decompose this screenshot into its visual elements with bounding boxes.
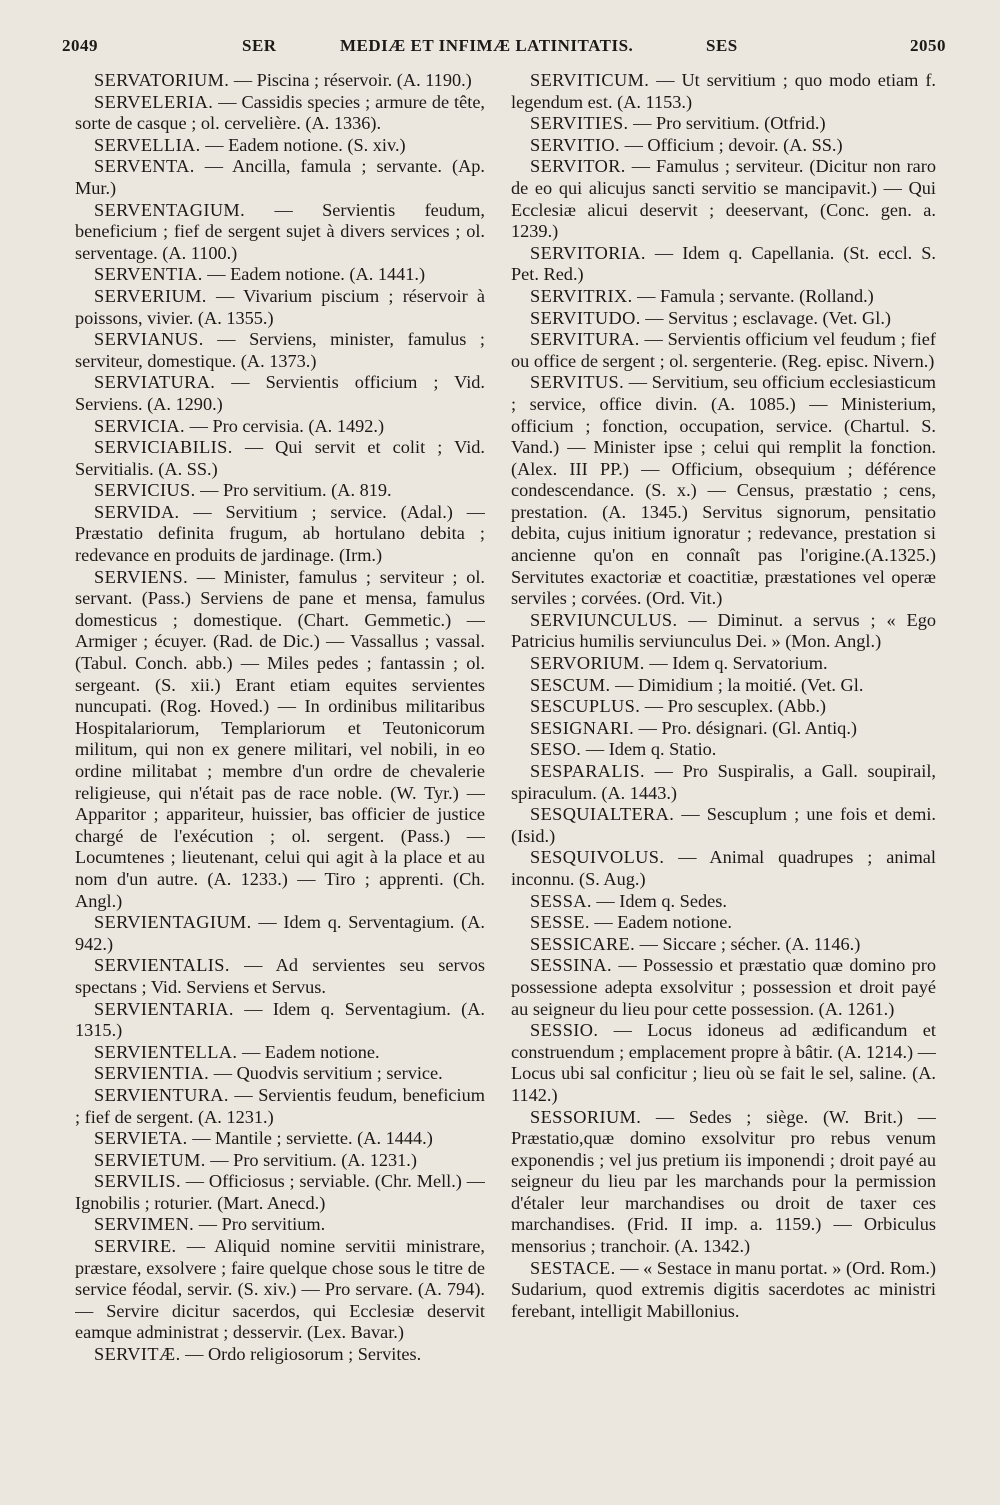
dictionary-entry — [511, 1258, 936, 1323]
entry-headword: SESO. — [530, 739, 582, 760]
dictionary-entry — [75, 1128, 485, 1150]
entry-definition: — Eadem notione. — [241, 1041, 380, 1062]
entry-headword: SERVITÆ. — [94, 1344, 181, 1365]
dictionary-entry — [75, 502, 485, 567]
entry-headword: SERVENTAGIUM. — [94, 199, 246, 220]
left-column — [75, 70, 485, 1490]
entry-headword: SERVILIS. — [94, 1171, 181, 1192]
entry-headword: SERVIETA. — [94, 1128, 188, 1149]
dictionary-entry — [75, 1236, 485, 1344]
dictionary-entry — [75, 480, 485, 502]
entry-definition: — Vivarium piscium ; réservoir à poissons, vivier. (A. 1355.) — [75, 285, 485, 328]
dictionary-entry — [75, 286, 485, 329]
dictionary-entry — [75, 1150, 485, 1172]
entry-definition: — Minister, famulus ; serviteur ; ol. servant. (Pass.) Serviens de pane et mensa, famulus domesticus ; domestique. (Chart. Gemmetic.) — Armiger ; écuyer. (Rad. de Dic.) — Vassallus ; vassal. (Tabul. Conch. abb.) — Miles pedes ; fantassin ; ol. sergeant. (S. xii.) Erant etiam equites servientes nuncupati. (Rog. Hoved.) — In ordinibus militaribus Hospitalariorum, Templariorum et Teutonicorum militum, qui non ex genere militari, vel nobili, in eo ordine militabat ; membre d'un ordre de chevalerie religieuse, qui n'était pas de race noble. (W. Tyr.) — Apparitor ; appariteur, huissier, bas officier de justice chargé de l'exécution ; ol. sergent. (Pass.) — Locumtenes ; lieutenant, celui qui agit à la place et au nom d'un autre. (A. 1233.) — Tiro ; apprenti. (Ch. Angl.) — [75, 566, 485, 911]
dictionary-entry — [511, 847, 936, 890]
dictionary-entry — [511, 718, 936, 740]
entry-definition: — Idem q. Sedes. — [596, 890, 727, 911]
entry-headword: SERVELLIA. — [94, 134, 201, 155]
entry-headword: SERVIENTARIA. — [94, 998, 234, 1019]
entry-headword: SERVITUS. — [530, 372, 625, 393]
entry-definition: — Servitium ; service. (Adal.) — Præstatio definita frugum, ab hortulano debita ; redevance en produits de jardinage. (Irm.) — [75, 501, 485, 566]
page-number-right: 2050 — [910, 36, 946, 55]
entry-headword: SESSICARE. — [530, 933, 636, 954]
dictionary-entry — [511, 696, 936, 718]
entry-headword: SERVITICUM. — [530, 70, 650, 90]
dictionary-entry — [511, 804, 936, 847]
entry-headword: SERVIENTELLA. — [94, 1041, 238, 1062]
guide-word-left: SER — [242, 36, 277, 55]
entry-definition: — Famula ; servante. (Rolland.) — [637, 285, 874, 306]
entry-headword: SESQUIALTERA. — [530, 804, 675, 825]
entry-headword: SERVITORIA. — [530, 242, 646, 263]
entry-headword: SESSIO. — [530, 1020, 599, 1041]
dictionary-entry — [511, 113, 936, 135]
entry-definition: — Serviens, minister, famulus ; serviteur, domestique. (A. 1373.) — [75, 329, 485, 371]
dictionary-entry — [75, 1344, 485, 1366]
page-number-left: 2049 — [62, 36, 98, 55]
entry-definition: — Idem q. Serventagium. (A. 1315.) — [75, 998, 485, 1041]
dictionary-entry — [75, 1042, 485, 1064]
entry-headword: SERVITUDO. — [530, 307, 641, 328]
entry-definition: — Pro servitium. (A. 819. — [200, 480, 392, 501]
dictionary-entry — [75, 437, 485, 480]
entry-headword: SERVITRIX. — [530, 285, 633, 306]
entry-definition: — Idem q. Statio. — [585, 739, 717, 760]
entry-headword: SERVELERIA. — [94, 91, 214, 112]
entry-headword: SERVIENTURA. — [94, 1084, 229, 1105]
entry-definition: — Aliquid nomine servitii ministrare, præstare, exsolvere ; faire quelque chose sous le titre de service féodal, servir. (S. xiv.) — Pro servare. (A. 794). — Servire dicitur sacerdos, qui Ecclesiæ deservit eamque administrat ; desservir. (Lex. Bavar.) — [75, 1236, 485, 1343]
entry-headword: SESSA. — [530, 890, 592, 911]
dictionary-entry — [511, 329, 936, 372]
entry-definition: — Officium ; devoir. (A. SS.) — [624, 134, 843, 155]
entry-headword: SESTACE. — [530, 1257, 616, 1278]
entry-headword: SESQUIVOLUS. — [530, 847, 665, 868]
dictionary-entry — [511, 372, 936, 610]
entry-definition: — Famulus ; serviteur. (Dicitur non raro de eo qui alicujus sancti servitio se mancipavit.) — Qui Ecclesiæ alicui deservit ; deeservant, (Conc. gen. a. 1239.) — [511, 156, 936, 242]
dictionary-entry — [511, 675, 936, 697]
entry-definition: — Animal quadrupes ; animal inconnu. (S. Aug.) — [511, 847, 936, 889]
dictionary-entry — [75, 70, 485, 92]
entry-headword: SERVITOR. — [530, 156, 626, 177]
dictionary-entry — [511, 1107, 936, 1258]
dictionary-entry — [75, 567, 485, 913]
dictionary-entry — [75, 372, 485, 415]
dictionary-entry — [511, 653, 936, 675]
dictionary-entry — [75, 264, 485, 286]
entry-definition: — Ancilla, famula ; servante. (Ap. Mur.) — [75, 156, 485, 198]
entry-definition: — Servientis officium vel feudum ; fief ou office de sergent ; ol. sergenterie. (Reg. episc. Nivern.) — [511, 329, 936, 371]
entry-headword: SESCUPLUS. — [530, 696, 641, 717]
dictionary-entry — [511, 610, 936, 653]
entry-definition: — Siccare ; sécher. (A. 1146.) — [639, 933, 861, 954]
entry-headword: SESSINA. — [530, 955, 612, 976]
entry-headword: SESPARALIS. — [530, 761, 645, 781]
entry-headword: SERVIENTAGIUM. — [94, 912, 252, 933]
entry-definition: — Possessio et præstatio quæ domino pro possessione adepta exsolvitur ; possession et droit payé au seigneur du lieu pour cette possession. (A. 1261.) — [511, 955, 936, 1019]
dictionary-entry — [511, 243, 936, 286]
dictionary-entry — [511, 156, 936, 242]
entry-definition: — Servientis feudum, beneficium ; fief de sergent sujet à divers services ; ol. serventage. (A. 1100.) — [75, 199, 485, 263]
entry-headword: SERVICIABILIS. — [94, 437, 233, 458]
entry-definition: — Eadem notione. — [594, 912, 732, 933]
dictionary-entry — [511, 912, 936, 934]
dictionary-entry — [75, 416, 485, 438]
entry-definition: — Ut servitium ; quo modo etiam f. legendum est. (A. 1153.) — [511, 70, 936, 112]
dictionary-entry — [75, 200, 485, 265]
entry-definition: — Servitus ; esclavage. (Vet. Gl.) — [645, 307, 891, 328]
dictionary-entry — [75, 92, 485, 135]
dictionary-entry — [511, 308, 936, 330]
entry-headword: SERVITIO. — [530, 134, 620, 155]
dictionary-entry — [511, 1020, 936, 1106]
entry-headword: SERVENTIA. — [94, 264, 203, 285]
entry-definition: — Servientis officium ; Vid. Serviens. (A. 1290.) — [75, 372, 485, 414]
entry-headword: SESSE. — [530, 912, 590, 933]
entry-definition: — Ordo religiosorum ; Servites. — [185, 1344, 422, 1365]
entry-headword: SERVATORIUM. — [94, 70, 230, 90]
entry-headword: SERVITIES. — [530, 113, 629, 134]
entry-definition: — Pro. désignari. (Gl. Antiq.) — [638, 717, 857, 738]
entry-headword: SERVIENTALIS. — [94, 955, 230, 976]
entry-definition: — Eadem notione. (A. 1441.) — [207, 264, 426, 285]
entry-definition: — Pro sescuplex. (Abb.) — [644, 696, 827, 717]
guide-word-right: SES — [706, 36, 738, 55]
dictionary-entry — [511, 70, 936, 113]
dictionary-entry — [511, 739, 936, 761]
dictionary-entry — [75, 955, 485, 998]
dictionary-entry — [75, 156, 485, 199]
entry-headword: SESIGNARI. — [530, 717, 635, 738]
dictionary-entry — [75, 135, 485, 157]
dictionary-entry — [511, 286, 936, 308]
entry-definition: — Mantile ; serviette. (A. 1444.) — [192, 1128, 433, 1149]
right-column — [511, 70, 936, 1490]
dictionary-entry — [75, 1171, 485, 1214]
entry-definition: — Qui servit et colit ; Vid. Servitialis. (A. SS.) — [75, 437, 485, 479]
entry-headword: SERVIANUS. — [94, 329, 204, 350]
entry-headword: SERVIUNCULUS. — [530, 609, 678, 630]
entry-definition: — Idem q. Servatorium. — [649, 653, 828, 674]
entry-headword: SESSORIUM. — [530, 1106, 642, 1127]
entry-definition: — « Sestace in manu portat. » (Ord. Rom.) Sudarium, quod extremis digitis sacerdotes ac ministri ferebant, intelligit Mabillonius. — [511, 1257, 936, 1321]
entry-headword: SERVIENTIA. — [94, 1063, 210, 1084]
dictionary-entry — [75, 1214, 485, 1236]
entry-definition: — Diminut. a servus ; « Ego Patricius humilis serviunculus Dei. » (Mon. Angl.) — [511, 609, 936, 652]
entry-headword: SERVORIUM. — [530, 653, 645, 674]
dictionary-entry — [75, 912, 485, 955]
entry-headword: SERVICIUS. — [94, 480, 196, 501]
entry-definition: — Pro cervisia. (A. 1492.) — [189, 415, 385, 436]
entry-definition: — Pro Suspiralis, a Gall. soupirail, spiraculum. (A. 1443.) — [511, 761, 936, 803]
entry-definition: — Idem q. Capellania. (St. eccl. S. Pet. Red.) — [511, 242, 936, 285]
entry-definition: — Officiosus ; serviable. (Chr. Mell.) — Ignobilis ; roturier. (Mart. Anecd.) — [75, 1171, 485, 1213]
running-title: MEDIÆ ET INFIMÆ LATINITATIS. — [340, 36, 634, 55]
entry-definition: — Idem q. Serventagium. (A. 942.) — [75, 912, 485, 954]
entry-definition: — Sedes ; siège. (W. Brit.) — Præstatio,quæ domino exsolvitur pro rebus venum exponendis ; vel jus pretium iis imponendi ; droit payé au seigneur du lieu par les marchands pour la permission d'étaler leur marchandises ou droit de taxer ces marchandises. (Frid. II imp. a. 1159.) — Orbiculus mensorius ; tranchoir. (A. 1342.) — [511, 1106, 936, 1257]
dictionary-entry — [511, 135, 936, 157]
dictionary-entry — [75, 1085, 485, 1128]
entry-definition: — Dimidium ; la moitié. (Vet. Gl. — [615, 674, 864, 695]
dictionary-entry — [511, 891, 936, 913]
entry-headword: SERVIATURA. — [94, 372, 216, 393]
entry-definition: — Pro servitium. — [198, 1214, 326, 1235]
entry-definition: — Eadem notione. (S. xiv.) — [205, 134, 406, 155]
entry-headword: SERVIMEN. — [94, 1214, 195, 1235]
dictionary-entry — [511, 934, 936, 956]
entry-headword: SERVERIUM. — [94, 285, 207, 306]
entry-definition: — Quodvis servitium ; service. — [213, 1063, 443, 1084]
entry-definition: — Sescuplum ; une fois et demi. (Isid.) — [511, 804, 936, 846]
entry-headword: SERVIETUM. — [94, 1149, 206, 1170]
dictionary-entry — [511, 955, 936, 1020]
entry-headword: SERVITURA. — [530, 329, 640, 350]
dictionary-entry — [75, 329, 485, 372]
entry-definition: — Servientis feudum, beneficium ; fief de sergent. (A. 1231.) — [75, 1084, 485, 1127]
entry-headword: SERVENTA. — [94, 156, 195, 177]
dictionary-entry — [75, 1063, 485, 1085]
page-header — [58, 36, 950, 66]
entry-headword: SESCUM. — [530, 674, 611, 695]
entry-definition: — Pro servitium. (A. 1231.) — [210, 1149, 417, 1170]
entry-definition: — Pro servitium. (Otfrid.) — [633, 113, 826, 134]
entry-definition: — Locus idoneus ad ædificandum et construendum ; emplacement propre à bâtir. (A. 1214.) — Locus ubi sal conficitur ; lieu où se fait le sel, saline. (A. 1142.) — [511, 1020, 936, 1105]
entry-headword: SERVIRE. — [94, 1236, 177, 1257]
entry-headword: SERVIDA. — [94, 501, 180, 522]
entry-definition: — Ad servientes seu servos spectans ; Vid. Serviens et Servus. — [75, 955, 485, 997]
entry-definition: — Cassidis species ; armure de tête, sorte de casque ; ol. cervelière. (A. 1336). — [75, 91, 485, 134]
entry-headword: SERVIENS. — [94, 566, 189, 587]
dictionary-entry — [75, 999, 485, 1042]
entry-definition: — Servitium, seu officium ecclesiasticum ; service, office divin. (A. 1085.) — Ministerium, officium ; fonction, occupation, service. (Chartul. S. Vand.) — Minister ipse ; celui qui remplit la fonction. (Alex. III PP.) — Officium, obsequium ; déférence condescendance. (S. x.) — Census, præstatio ; cens, prestation. (A. 1345.) Servitus signorum, pensitatio debita, cujus initium ignoratur ; redevance, prestation si ancienne qu'on en connaît pas l'origine.(A.1325.) Servitutes exactoriæ et coactitiæ, præstationes vel operæ serviles ; corvées. (Ord. Vit.) — [511, 372, 936, 609]
dictionary-entry — [511, 761, 936, 804]
entry-headword: SERVICIA. — [94, 415, 186, 436]
entry-definition: — Piscina ; réservoir. (A. 1190.) — [233, 70, 472, 90]
